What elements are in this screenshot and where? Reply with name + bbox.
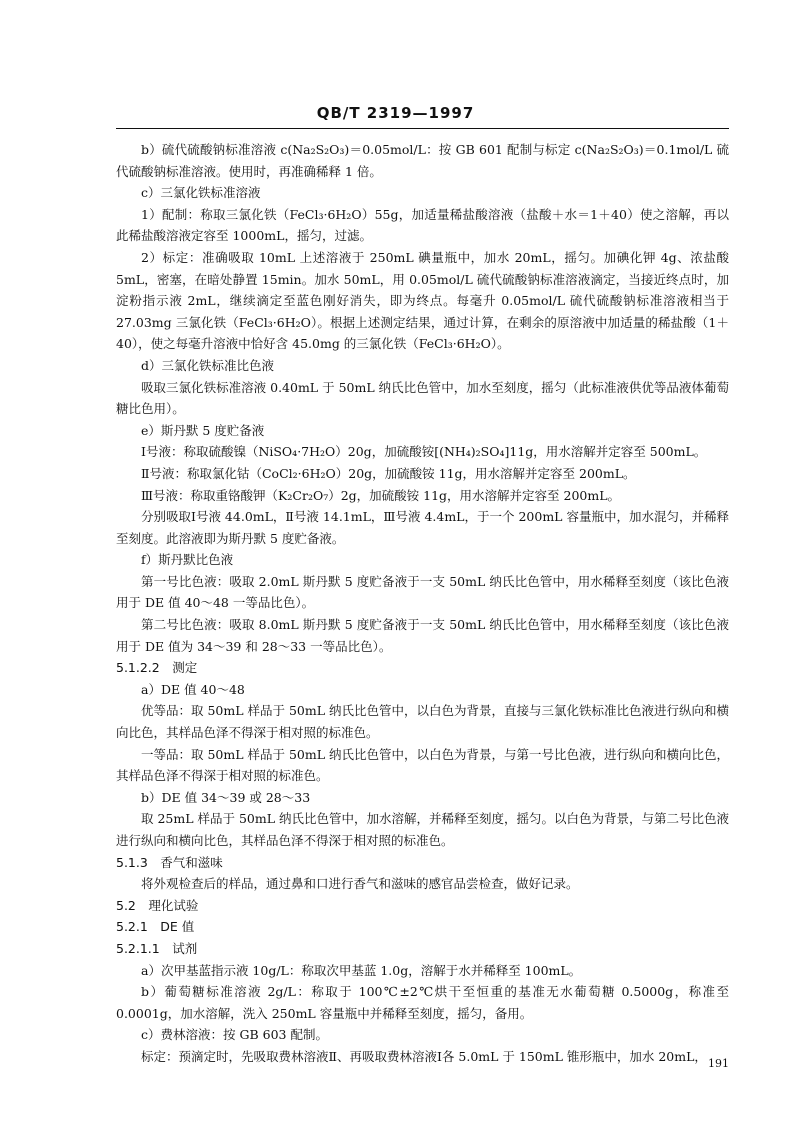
paragraph: 标定：预滴定时，先吸取费林溶液Ⅱ、再吸取费林溶液Ⅰ各 5.0mL 于 150mL 锥形瓶中，加水 20mL， <box>141 1048 707 1064</box>
paragraph: Ⅱ号液：称取氯化钴（CoCl₂·6H₂O）20g，加硫酸铵 11g，用水溶解并定容至 200mL。 <box>141 465 636 481</box>
paragraph: Ⅲ号液：称取重铬酸钾（K₂Cr₂O₇）2g，加硫酸铵 11g，用水溶解并定容至 200mL。 <box>141 487 621 503</box>
section-heading: 5.2.1 DE 值 <box>116 919 195 935</box>
paragraph: 将外观检查后的样品，通过鼻和口进行香气和滋味的感官品尝检查，做好记录。 <box>141 876 579 892</box>
paragraph: 分别吸取Ⅰ号液 44.0mL，Ⅱ号液 14.1mL，Ⅲ号液 4.4mL，于一个 200mL 容量瓶中，加水混匀，并稀释至刻度。此溶液即为斯丹默 5 度贮备液。 <box>116 509 729 546</box>
paragraph: d）三氯化铁标准比色液 <box>141 357 275 373</box>
paragraph: b）DE 值 34～39 或 28～33 <box>141 789 311 805</box>
paragraph: 第二号比色液：吸取 8.0mL 斯丹默 5 度贮备液于一支 50mL 纳氏比色管中，用水稀释至刻度（该比色液用于 DE 值为 34～39 和 28～33 一等品比色）。 <box>116 617 729 654</box>
header-rule <box>116 128 729 129</box>
standard-number-header: QB/T 2319—1997 <box>316 104 475 122</box>
paragraph: 第一号比色液：吸取 2.0mL 斯丹默 5 度贮备液于一支 50mL 纳氏比色管中，用水稀释至刻度（该比色液用于 DE 值 40～48 一等品比色）。 <box>116 573 729 611</box>
document-body <box>116 139 729 1068</box>
section-heading: 5.2 理化试验 <box>116 897 199 913</box>
section-heading: 5.1.3 香气和滋味 <box>116 854 223 870</box>
paragraph: 优等品：取 50mL 样品于 50mL 纳氏比色管中，以白色为背景，直接与三氯化铁标准比色液进行纵向和横向比色，其样品色泽不得深于相对照的标准色。 <box>116 703 730 741</box>
paragraph: c）费林溶液：按 GB 603 配制。 <box>141 1027 328 1043</box>
paragraph: b）硫代硫酸钠标准溶液 c(Na₂S₂O₃)＝0.05mol/L：按 GB 601 配制与标定 c(Na₂S₂O₃)＝0.1mol/L 硫代硫酸钠标准溶液。使用时，再准确稀释 1 倍。 <box>116 142 729 179</box>
paragraph: b）葡萄糖标准溶液 2g/L：称取于 100℃±2℃烘干至恒重的基准无水葡萄糖 0.5000g，称准至 0.0001g，加水溶解，洗入 250mL 容量瓶中并稀释至刻度，摇匀，备用。 <box>116 984 729 1021</box>
paragraph: 2）标定：准确吸取 10mL 上述溶液于 250mL 碘量瓶中，加水 20mL，摇匀。加碘化钾 4g、浓盐酸 5mL，密塞，在暗处静置 15min。加水 50mL，用 0.05mol/L 硫代硫酸钠标准溶液滴定，当接近终点时，加淀粉指示液 2mL，继续滴定至蓝色刚好消失，即为终点。每毫升 0.05mol/L 硫代硫酸钠标准溶液相当于 27.03mg 三氯化铁（FeCl₃·6H₂O）。根据上述测定结果，通过计算，在剩余的原溶液中加适量的稀盐酸（1＋40），使之每毫升溶液中恰好含 45.0mg 的三氯化铁（FeCl₃·6H₂O）。 <box>116 249 729 352</box>
section-heading: 5.1.2.2 测定 <box>116 660 198 676</box>
paragraph: 一等品：取 50mL 样品于 50mL 纳氏比色管中，以白色为背景，与第一号比色液，进行纵向和横向比色，其样品色泽不得深于相对照的标准色。 <box>116 746 730 784</box>
paragraph: 1）配制：称取三氯化铁（FeCl₃·6H₂O）55g，加适量稀盐酸溶液（盐酸＋水＝1＋40）使之溶解，再以此稀盐酸溶液定容至 1000mL，摇匀，过滤。 <box>116 206 729 244</box>
paragraph: a）DE 值 40～48 <box>141 681 245 697</box>
paragraph: 取 25mL 样品于 50mL 纳氏比色管中，加水溶解，并稀释至刻度，摇匀。以白色为背景，与第二号比色液进行纵向和横向比色，其样品色泽不得深于相对照的标准色。 <box>116 811 730 848</box>
paragraph: f）斯丹默比色液 <box>141 552 234 568</box>
paragraph: c）三氯化铁标准溶液 <box>141 185 261 201</box>
paragraph: 吸取三氯化铁标准溶液 0.40mL 于 50mL 纳氏比色管中，加水至刻度，摇匀（此标准液供优等品液体葡萄糖比色用）。 <box>116 379 729 417</box>
paragraph: Ⅰ号液：称取硫酸镍（NiSO₄·7H₂O）20g，加硫酸铵[(NH₄)₂SO₄]11g，用水溶解并定容至 500mL。 <box>141 444 707 460</box>
paragraph: a）次甲基蓝指示液 10g/L：称取次甲基蓝 1.0g，溶解于水并稀释至 100mL。 <box>141 962 582 978</box>
page-number: 191 <box>708 1057 729 1070</box>
paragraph: e）斯丹默 5 度贮备液 <box>141 422 265 438</box>
section-heading: 5.2.1.1 试剂 <box>116 940 198 956</box>
